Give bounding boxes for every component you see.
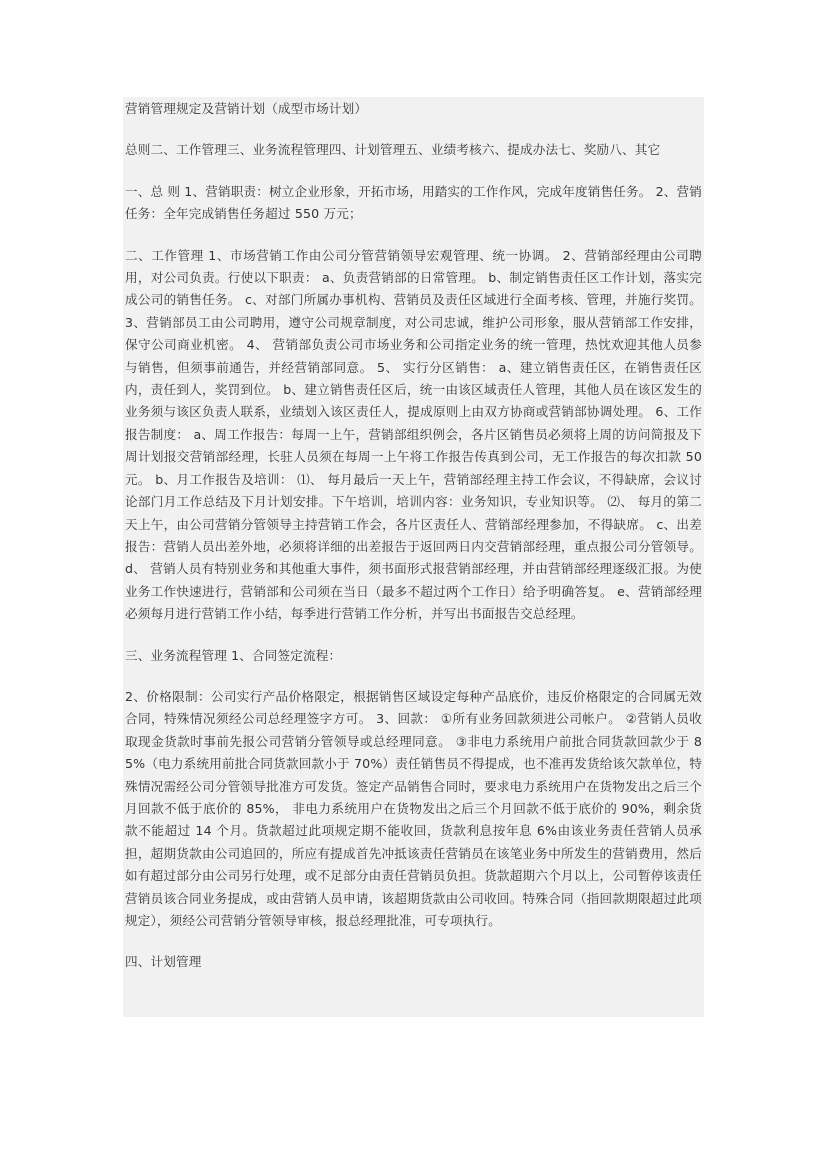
paragraph-gap [125,932,702,951]
paragraph-gap [125,667,702,686]
section-work-management: 二、工作管理 1、市场营销工作由公司分管营销领导宏观管理、统一协调。 2、营销部经理由公司聘用，对公司负责。行使以下职责： a、负责营销部的日常管理。 b、制定销售责任区工作计划，落实完成公司的销售任务。 c、对部门所属办事机构、营销员及责任区域进行全面考核、管理，并施行奖罚。 3、营销部员工由公司聘用，遵守公司规章制度，对公司忠诚，维护公司形象，服从营销部工作安排，保守公司商业机密。 4、 营销部负责公司市场业务和公司指定业务的统一管理，热忱欢迎其他人员参与销售，但须事前通告，并经营销部同意。 5、 实行分区销售： a、建立销售责任区，在销售责任区内，责任到人，奖罚到位。 b、建立销售责任区后，统一由该区域责任人管理，其他人员在该区发生的业务须与该区负责人联系，业绩划入该区责任人，提成原则上由双方协商或营销部协调处理。 6、工作报告制度： a、周工作报告：每周一上午，营销部组织例会，各片区销售员必须将上周的访问简报及下周计划报交营销部经理，长驻人员须在每周一上午将工作报告传真到公司，无工作报告的每次扣款 50 元。 b、月工作报告及培训： ⑴、 每月最后一天上午，营销部经理主持工作会议，不得缺席，会议讨论部门月工作总结及下月计划安排。下午培训，培训内容：业务知识，专业知识等。 ⑵、 每月的第二天上午，由公司营销分管领导主持营销工作会，各片区责任人、营销部经理参加，不得缺席。 c、出差报告：营销人员出差外地，必须将详细的出差报告于返回两日内交营销部经理，重点报公司分管领导。 d、 营销人员有特别业务和其他重大事件，须书面形式报营销部经理，并由营销部经理逐级汇报。为使业务工作快速进行，营销部和公司须在当日（最多不超过两个工作日）给予明确答复。 e、营销部经理必须每月进行营销工作小结，每季进行营销工作分析，并写出书面报告交总经理。 [125,247,702,622]
document-body [123,97,704,1017]
section-business-process: 三、业务流程管理 1、合同签定流程： [125,647,342,663]
paragraph-gap [125,120,702,139]
paragraph-gap [125,626,702,645]
paragraph-gap [125,226,702,245]
paragraph-gap [125,162,702,181]
section-plan-management: 四、计划管理 [125,954,202,970]
section-price-and-payment: 2、价格限制：公司实行产品价格限定，根据销售区域设定每种产品底价，违反价格限定的合同属无效合同，特殊情况须经公司总经理签字方可。 3、回款： ①所有业务回款须进公司帐户。 ②营销人员收取现金货款时事前先报公司营销分管领导或总经理同意。 ③非电力系统用户前批合同货款回款少于 85%（电力系统用前批合同货款回款小于 70%）责任销售员不得提成，也不准再发货给该欠款单位，特殊情况需经公司分管领导批准方可发货。签定产品销售合同时，要求电力系统用户在货物发出之后三个月回款不低于底价的 85%， 非电力系统用户在货物发出之后三个月回款不低于底价的 90%，剩余货款不能超过 14 个月。货款超过此项规定期不能收回，货款利息按年息 6%由该业务责任营销人员承担，超期货款由公司追回的，所应有提成首先冲抵该责任营销员在该笔业务中所发生的营销费用，然后如有超过部分由公司另行处理，或不足部分由责任营销员负担。货款超期六个月以上，公司暂停该责任营销员该合同业务提成，或由营销人员申请，该超期货款由公司收回。特殊合同（指回款期限超过此项规定），须经公司营销分管领导审核，报总经理批准，可专项执行。 [125,688,702,928]
document-title: 营销管理规定及营销计划（成型市场计划） [125,101,368,116]
table-of-contents: 总则二、工作管理三、业务流程管理四、计划管理五、业绩考核六、提成办法七、奖励八、其它 [125,142,661,158]
section-general: 一、总 则 1、营销职责：树立企业形象，开拓市场，用踏实的工作作风，完成年度销售任务。 2、营销任务：全年完成销售任务超过 550 万元； [125,183,702,222]
